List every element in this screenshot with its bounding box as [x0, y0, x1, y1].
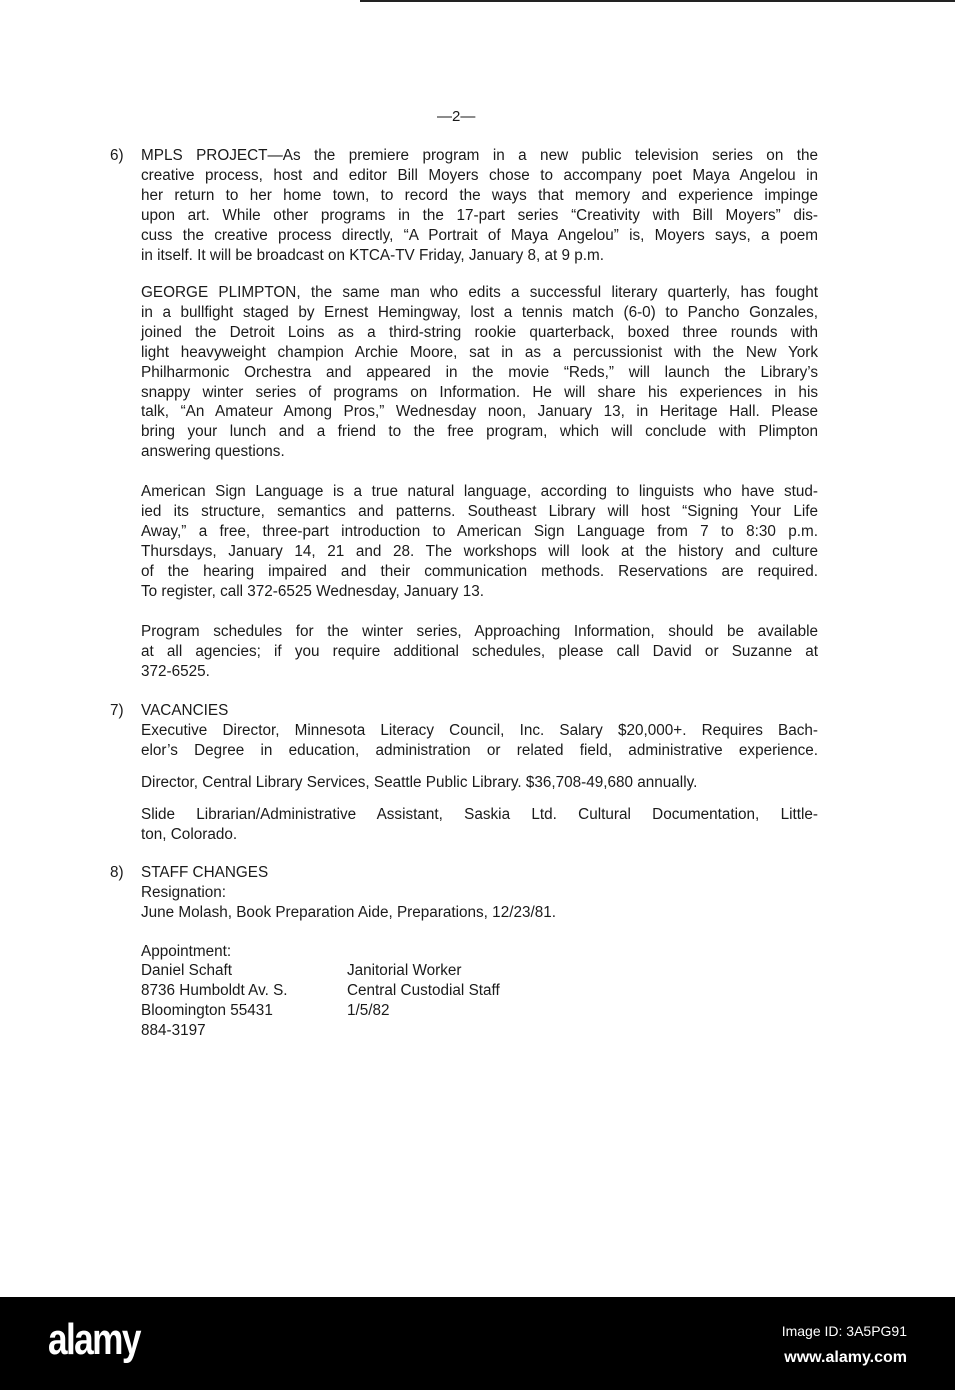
- text-line: light heavyweight champion Archie Moore, sat in as a percussionist with the New York: [141, 344, 818, 361]
- section-number: 6): [110, 147, 124, 164]
- text-line: her return to her home town, to record the ways that memory and experience impinge: [141, 187, 818, 204]
- section-number: 7): [110, 702, 124, 719]
- text-line: in a bullfight staged by Ernest Hemingway, lost a tennis match (6-0) to Pancho Gonzales,: [141, 304, 818, 321]
- section-number: 8): [110, 864, 124, 881]
- scan-edge-line: [360, 0, 955, 2]
- text-line: Thursdays, January 14, 21 and 28. The workshops will look at the history and culture: [141, 543, 818, 560]
- text-line: GEORGE PLIMPTON, the same man who edits a successful literary quarterly, has fought: [141, 284, 818, 301]
- appointment-position: Central Custodial Staff: [347, 982, 500, 999]
- text-line: 372-6525.: [141, 663, 210, 680]
- text-line: joined the Detroit Loins as a third-string rookie quarterback, boxed three rounds with: [141, 324, 818, 341]
- page-number: —2—: [437, 108, 476, 125]
- text-line: of the hearing impaired and their communication methods. Reservations are required.: [141, 563, 818, 580]
- section-heading-line: STAFF CHANGES: [141, 864, 269, 881]
- text-line: snappy winter series of programs on Information. He will share his experiences in his: [141, 384, 818, 401]
- appointee-detail: Bloomington 55431: [141, 1002, 273, 1019]
- text-line: cuss the creative process directly, “A Portrait of Maya Angelou” is, Moyers says, a poem: [141, 227, 818, 244]
- appointment-heading: Appointment:: [141, 943, 232, 960]
- appointee-detail: 884-3197: [141, 1022, 206, 1039]
- text-line: upon art. While other programs in the 17-part series “Creativity with Bill Moyers” dis-: [141, 207, 818, 224]
- text-line: creative process, host and editor Bill Moyers chose to accompany poet Maya Angelou in: [141, 167, 818, 184]
- text-line: Resignation:: [141, 884, 227, 901]
- text-line: Philharmonic Orchestra and appeared in the movie “Reds,” will launch the Library’s: [141, 364, 818, 381]
- text-line: ied its structure, semantics and patterns. Southeast Library will host “Signing Your Life: [141, 503, 818, 520]
- watermark-url: www.alamy.com: [784, 1349, 907, 1366]
- text-line: To register, call 372-6525 Wednesday, January 13.: [141, 583, 484, 600]
- image-id: Image ID: 3A5PG91: [781, 1323, 907, 1339]
- text-line: answering questions.: [141, 443, 285, 460]
- section-heading-line: VACANCIES: [141, 702, 229, 719]
- text-line: June Molash, Book Preparation Aide, Preparations, 12/23/81.: [141, 904, 556, 921]
- text-line: Executive Director, Minnesota Literacy Council, Inc. Salary $20,000+. Requires Bach-: [141, 722, 818, 739]
- appointment-position: Janitorial Worker: [347, 962, 462, 979]
- text-line: ton, Colorado.: [141, 826, 238, 843]
- section-heading-line: MPLS PROJECT—As the premiere program in a new public television series on the: [141, 147, 818, 164]
- appointee-detail: 8736 Humboldt Av. S.: [141, 982, 288, 999]
- appointee-detail: Daniel Schaft: [141, 962, 232, 979]
- text-line: at all agencies; if you require additional schedules, please call David or Suzanne at: [141, 643, 818, 660]
- text-line: Program schedules for the winter series, Approaching Information, should be available: [141, 623, 818, 640]
- watermark-footer: [0, 1297, 955, 1390]
- text-line: American Sign Language is a true natural language, according to linguists who have stud-: [141, 483, 818, 500]
- text-line: Away,” a free, three-part introduction to American Sign Language from 7 to 8:30 p.m.: [141, 523, 818, 540]
- text-line: talk, “An Amateur Among Pros,” Wednesday noon, January 13, in Heritage Hall. Please: [141, 403, 818, 420]
- text-line: elor’s Degree in education, administration or related field, administrative experience.: [141, 742, 818, 759]
- text-line: bring your lunch and a friend to the free program, which will conclude with Plimpton: [141, 423, 818, 440]
- text-line: in itself. It will be broadcast on KTCA-TV Friday, January 8, at 9 p.m.: [141, 247, 605, 264]
- appointment-position: 1/5/82: [347, 1002, 390, 1019]
- text-line: Slide Librarian/Administrative Assistant, Saskia Ltd. Cultural Documentation, Little-: [141, 806, 818, 823]
- text-line: Director, Central Library Services, Seattle Public Library. $36,708-49,680 annually.: [141, 774, 698, 791]
- alamy-logo: alamy: [48, 1315, 140, 1364]
